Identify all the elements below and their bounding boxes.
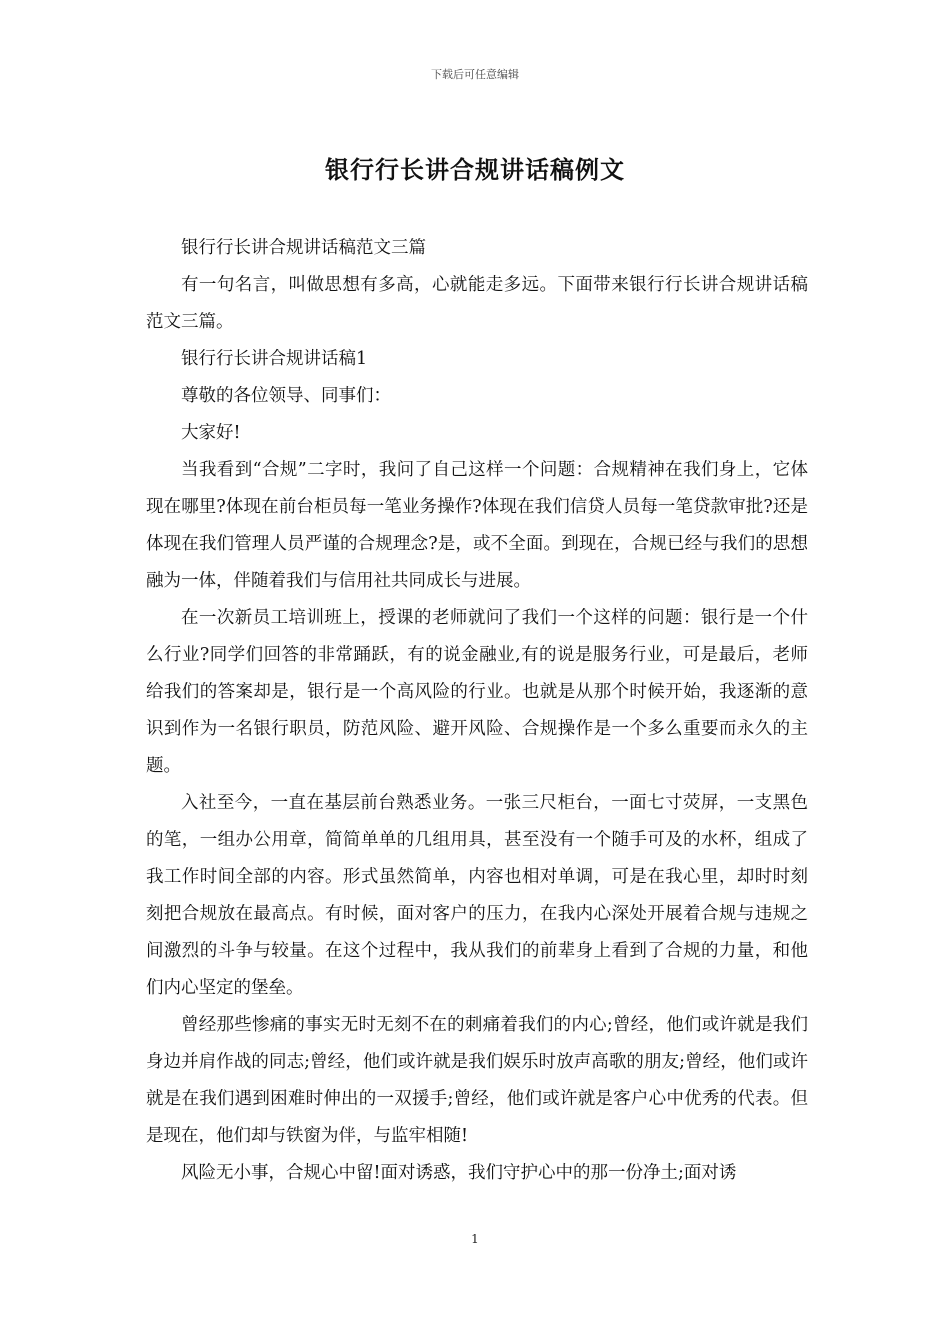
- paragraph-body: 曾经那些惨痛的事实无时无刻不在的刺痛着我们的内心;曾经，他们或许就是我们身边并肩作战的同志;曾经，他们或许就是我们娱乐时放声高歌的朋友;曾经，他们或许就是在我们遇到困难时伸出的一双援手;曾经，他们或许就是客户心中优秀的代表。但是现在，他们却与铁窗为伴，与监牢相随!: [146, 1015, 808, 1146]
- paragraph-body: 当我看到“合规”二字时，我问了自己这样一个问题：合规精神在我们身上，它体现在哪里?体现在前台柜员每一笔业务操作?体现在我们信贷人员每一笔贷款审批?还是体现在我们管理人员严谨的合规理念?是，或不全面。到现在，合规已经与我们的思想融为一体，伴随着我们与信用社共同成长与进展。: [146, 460, 808, 591]
- paragraph-section-heading: 银行行长讲合规讲话稿1: [181, 349, 368, 369]
- paragraph-greeting: 大家好!: [181, 423, 241, 443]
- paragraph-body: 风险无小事，合规心中留!面对诱惑，我们守护心中的那一份净土;面对诱: [181, 1163, 737, 1183]
- document-body: [146, 230, 808, 1192]
- document-title: 银行行长讲合规讲话稿例文: [325, 156, 625, 184]
- paragraph-body: 在一次新员工培训班上，授课的老师就问了我们一个这样的问题：银行是一个什么行业?同学们回答的非常踊跃，有的说金融业,有的说是服务行业，可是最后，老师给我们的答案却是，银行是一个高风险的行业。也就是从那个时候开始，我逐渐的意识到作为一名银行职员，防范风险、避开风险、合规操作是一个多么重要而永久的主题。: [146, 608, 808, 776]
- paragraph-intro: 有一句名言，叫做思想有多高，心就能走多远。下面带来银行行长讲合规讲话稿范文三篇。: [146, 275, 808, 332]
- page-header-note: 下载后可任意编辑: [431, 68, 519, 81]
- paragraph-subtitle: 银行行长讲合规讲话稿范文三篇: [181, 238, 426, 258]
- paragraph-body: 入社至今，一直在基层前台熟悉业务。一张三尺柜台，一面七寸荧屏，一支黑色的笔，一组办公用章，简简单单的几组用具，甚至没有一个随手可及的水杯，组成了我工作时间全部的内容。形式虽然简单，内容也相对单调，可是在我心里，却时时刻刻把合规放在最高点。有时候，面对客户的压力，在我内心深处开展着合规与违规之间激烈的斗争与较量。在这个过程中，我从我们的前辈身上看到了合规的力量，和他们内心坚定的堡垒。: [146, 793, 808, 998]
- paragraph-salutation: 尊敬的各位领导、同事们：: [181, 386, 391, 406]
- page-number: 1: [471, 1232, 479, 1246]
